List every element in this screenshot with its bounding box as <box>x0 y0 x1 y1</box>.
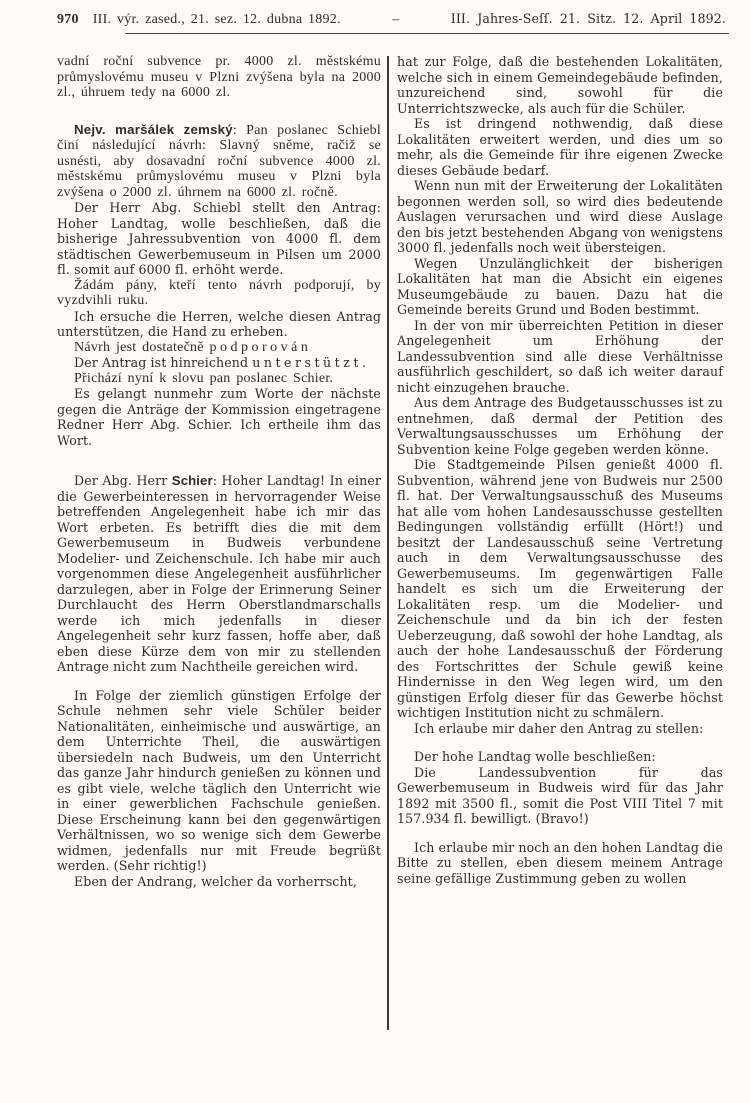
paragraph-text: Der Abg. Herr <box>74 473 172 488</box>
paragraph-expansion-costs: Wenn nun mit der Erweiterung der Lokalitäten begonnen werden soll, so wird dies bedeutende Auslagen verursachen und wird diese Auslage den bis jetzt bestehenden Abgang von wenigstens 3000 fl. jedenfalls noch weit übersteigen. <box>397 178 723 255</box>
paragraph-german-supported <box>57 355 381 371</box>
paragraph-resolution-heading: Der hohe Landtag wolle beschließen: <box>414 749 656 764</box>
header-separator-dash: – <box>392 12 400 27</box>
paragraph-text: : Hoher Landtag! In einer die Gewerbeinteressen in hervorragender Weise betreffenden Angelegenheit habe ich mir das Wort erbeten. Es betrifft dies die mit dem Gewerbemuseum in Budweis verbundene Modelier- und Zeichenschule. Ich habe mir auch vorgenommen diese Angelegenheit ausführlicher darzulegen, aber in Folge der Erinnerung Seiner Durchlaucht des Herrn Oberstlandmarschalls werde ich mich jedenfalls in dieser Angelegenheit sehr kurz fassen, hoffe aber, daß eben diese Kürze dem von mir zu stellenden Antrage nicht zum Nachtheile gereichen wird. <box>57 473 381 674</box>
paragraph-school-success: In Folge der ziemlich günstigen Erfolge der Schule nehmen sehr viele Schüler beider Nationalitäten, einheimische und auswärtige, an dem Unterrichte Theil, die auswärtigen übersiedeln nach Budweis, um den Unterricht das ganze Jahr hindurch genießen zu können und es gibt viele, welche täglich den Unterricht wie in einer gewerblichen Fachschule genießen. Diese Erscheinung kann bei den gegenwärtigen Verhältnissen, wo so wenige sich dem Gewerbe widmen, jedenfalls nur mit Freude begrüßt werden. (Sehr richtig!) <box>57 687 381 873</box>
emphasized-word: unterstützt. <box>252 355 370 370</box>
paragraph-resolution-text: Die Landessubvention für das Gewerbemuseum in Budweis wird für das Jahr 1892 mit 3500 fl., somit die Post VIII Titel 7 mit 157.934 fl. bewilligt. (Bravo!) <box>397 764 723 826</box>
paragraph-closing-request: Ich erlaube mir noch an den hohen Landtag die Bitte zu stellen, eben diesem meinem Antrage seine gefällige Zustimmung geben zu wollen <box>397 839 723 886</box>
paragraph-continuation-right: hat zur Folge, daß die bestehenden Lokalitäten, welche sich in einem Gemeindegebäude befinden, unzureichend sind, sowohl für die Unterrichtszwecke, als auch für die Schüler. <box>397 54 723 116</box>
paragraph-czech-supported <box>57 340 381 356</box>
paragraph-petition: In der von mir überreichten Petition in dieser Angelegenheit um Erhöhung der Landessubvention sind alle diese Verhältnisse ausführlich geschildert, so daß ich weiter darauf nicht einzugehen brauche. <box>397 317 723 395</box>
paragraph-text: Der Antrag ist hinreichend <box>74 355 253 370</box>
header-rule <box>125 33 729 34</box>
paragraph-text: : Pan poslanec Schiebl činí následující návrh: Slavný sněme, račiž se usnésti, aby dosavadní roční subvence 4000 zl. městskému průmyslovému museu v Plzni byla zvýšena o 2000 zl. úhrnem na 6000 zl. ročně. <box>57 122 381 200</box>
paragraph-czech-call: Žádám pány, kteří tento návrh podporují, by vyzdvihli ruku. <box>57 277 381 308</box>
paragraph-czech-continuation: vadní roční subvence pr. 4000 zl. městskému průmyslovému museu v Plzni zvýšena byla na 2000 zl., úhruem tedy na 6000 zl. <box>57 54 381 100</box>
paragraph-last-line-left: Eben der Andrang, welcher da vorherrscht, <box>74 873 357 889</box>
paragraph-czech-next-speaker: Přichází nyní k slovu pan poslanec Schier. <box>74 370 334 386</box>
header-session-czech: III. výr. zased., 21. sez. 12. dubna 1892. <box>92 12 341 27</box>
paragraph-motion-intro: Ich erlaube mir daher den Antrag zu stellen: <box>414 720 704 736</box>
page-header <box>57 11 726 28</box>
paragraph-marshal-motion <box>57 122 381 201</box>
header-session-german: III. Jahres-Seſſ. 21. Sitz. 12. April 1892. <box>450 11 726 26</box>
paragraph-subvention-comparison: Die Stadtgemeinde Pilsen genießt 4000 fl. Subvention, während jene von Budweis nur 2500 fl. hat. Der Verwaltungsausschuß des Museums hat alle vom hohen Landesausschusse gestellten Bedingungen vollständig erfüllt (Hört!) und besitzt der Landesausschuß seine Vertretung auch in dem Verwaltungsausschusse des Gewerbemuseums. Im gegenwärtigen Falle handelt es sich um die Erweiterung der Lokalitäten resp. um die Modelier- und Zeichenschule und da bin ich der festen Ueberzeugung, daß sowohl der hohe Landtag, als auch der hohe Landesausschuß der Förderung des Fortschrittes der Schule gewiß keine Hindernisse in den Weg legen wird, um den günstigen Erfolg dieser für das Gewerbe höchst wichtigen Institution nicht zu schmälern. <box>397 457 723 720</box>
paragraph-budget-committee: Aus dem Antrage des Budgetausschusses ist zu entnehmen, daß dermal der Petition des Verwaltungsausschusses um Erhöhung der Subvention keine Folge gegeben werden könne. <box>397 395 723 457</box>
speaker-name-marshal: Nejv. maršálek zemský <box>74 121 233 137</box>
paragraph-museum-building: Wegen Unzulänglichkeit der bisherigen Lokalitäten hat man die Absicht ein eigenes Museumgebäude zu bauen. Dazu hat die Gemeinde bereits Grund und Boden bestimmt. <box>397 255 723 317</box>
speaker-name-schier: Schier <box>171 473 213 488</box>
paragraph-german-next-speaker: Es gelangt nunmehr zum Worte der nächste gegen die Anträge der Kommission eingetragene Redner Herr Abg. Schier. Ich ertheile ihm das Wort. <box>57 386 381 448</box>
paragraph-text: Návrh jest dostatečně <box>74 339 210 355</box>
emphasized-word: podporován <box>209 339 312 355</box>
left-column <box>57 54 381 889</box>
paragraph-german-call: Ich ersuche die Herren, welche diesen Antrag unterstützen, die Hand zu erheben. <box>57 308 381 339</box>
paragraph-expansion-need: Es ist dringend nothwendig, daß diese Lokalitäten erweitert werden, und dies um so mehr, als die Gemeinde für ihre eigenen Zwecke dieses Gebäude bedarf. <box>397 116 723 178</box>
page-number: 970 <box>57 12 79 27</box>
right-column <box>397 54 723 886</box>
column-divider-rule <box>387 56 389 1030</box>
paragraph-german-motion: Der Herr Abg. Schiebl stellt den Antrag: Hoher Landtag, wolle beschließen, daß die bisherige Jahressubvention von 4000 fl. dem städtischen Gewerbemuseum in Pilsen um 2000 fl. somit auf 6000 fl. erhöht werde. <box>57 200 381 277</box>
paragraph-schier-speech <box>57 473 381 675</box>
